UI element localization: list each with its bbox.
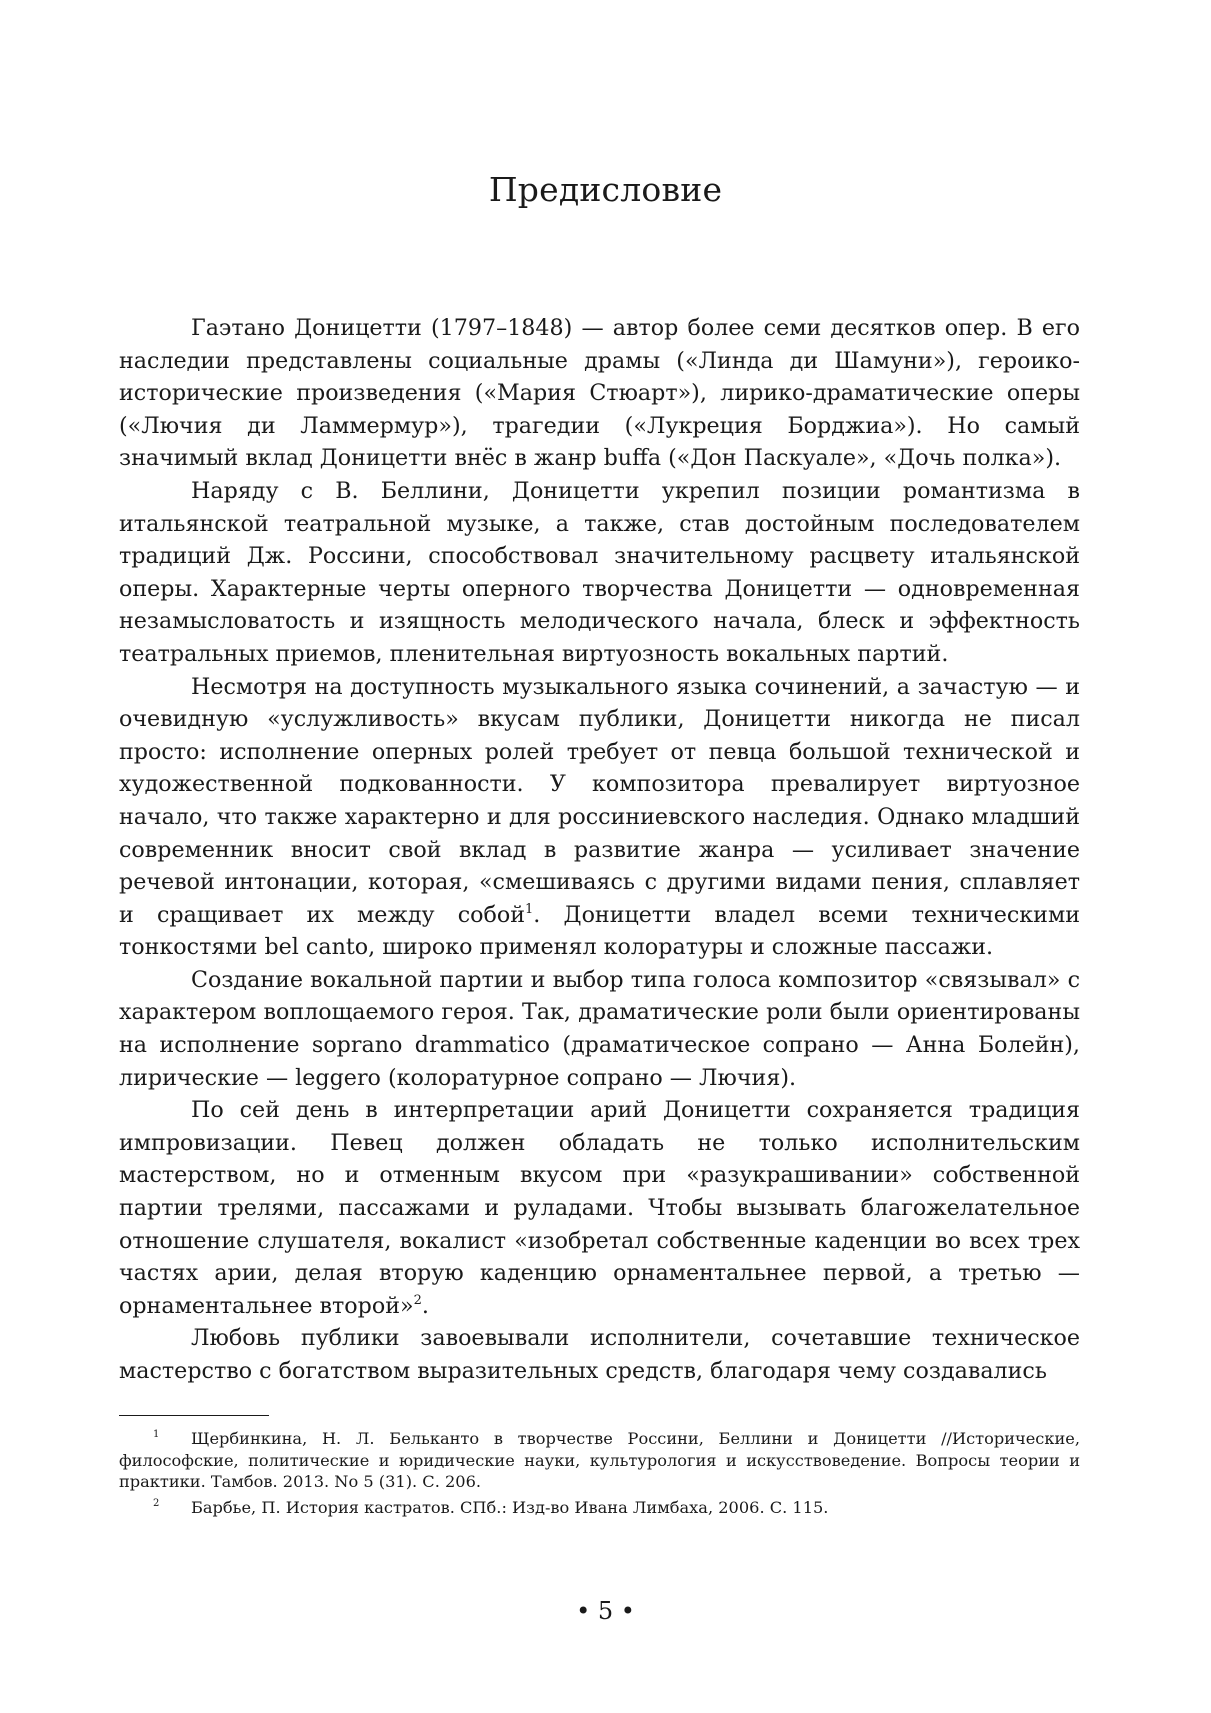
paragraph-text: По сей день в интерпретации арий Доницетти сохраняется традиция импровизации. Певец должен обладать не только исполнительским мастерством, но и отменным вкусом при «разукрашивании» собственной партии трелями, пассажами и руладами. Чтобы вызывать благожелательное отношение слушателя, вокалист «изобретал собственные каденции во всех трех частях арии, делая вторую каденцию орнаментальнее первой, а третью — орнаментальнее второй»: [119, 1097, 1080, 1319]
paragraph-6: [119, 1322, 1080, 1387]
paragraph-5: [119, 1094, 1080, 1322]
footnote-2: [119, 1497, 1080, 1519]
footnote-1: [119, 1428, 1080, 1493]
page-title: Предисловие: [488, 170, 723, 209]
main-text: [119, 312, 1080, 1388]
footnote-separator: [119, 1415, 269, 1416]
footnotes: [119, 1428, 1080, 1522]
footnote-ref-2: 2: [413, 1292, 422, 1308]
paragraph-text-continued: . Доницетти владел всеми техническими тонкостями bel canto, широко применял колоратуры и сложные пассажи.: [119, 901, 1080, 961]
paragraph-text-continued: .: [421, 1292, 429, 1319]
footnote-mark: 1: [153, 1429, 160, 1440]
paragraph-text: Создание вокальной партии и выбор типа голоса композитор «связывал» с характером воплощаемого героя. Так, драматические роли были ориентированы на исполнение soprano drammatico (драматическое сопрано — Анна Болейн), лирические — leggero (колоратурное сопрано — Лючия).: [119, 966, 1080, 1091]
paragraph-text: Любовь публики завоевывали исполнители, сочетавшие техническое мастерство с богатством выразительных средств, благодаря чему создавались: [119, 1325, 1080, 1384]
footnote-text: Щербинкина, Н. Л. Бельканто в творчестве Россини, Беллини и Доницетти //Исторические, философские, политические и юридические науки, культурология и искусствоведение. Вопросы теории и практики. Тамбов. 2013. No 5 (31). С. 206.: [119, 1429, 1080, 1491]
paragraph-text: Несмотря на доступность музыкального языка сочинений, а зачастую — и очевидную «услужливость» вкусам публики, Доницетти никогда не писал просто: исполнение оперных ролей требует от певца большой технической и художественной подкованности. У композитора превалирует виртуозное начало, что также характерно и для россиниевского наследия. Однако младший современник вносит свой вклад в развитие жанра — усиливает значение речевой интонации, которая, «смешиваясь с другими видами пения, сплавляет и сращивает их между собой: [119, 673, 1080, 928]
footnote-text: Барбье, П. История кастратов. СПб.: Изд-во Ивана Лимбаха, 2006. С. 115.: [191, 1497, 829, 1517]
footnote-ref-1: 1: [525, 901, 534, 917]
paragraph-text: Гаэтано Доницетти (1797–1848) — автор более семи десятков опер. В его наследии представлены социальные драмы («Линда ди Шамуни»), героико-исторические произведения («Мария Стюарт»), лирико-драматические оперы («Лючия ди Ламмермур»), трагедии («Лукреция Борджиа»). Но самый значимый вклад Доницетти внёс в жанр buffa («Дон Паскуале», «Дочь полка»).: [119, 315, 1080, 472]
paragraph-4: [119, 964, 1080, 1094]
paragraph-3: [119, 671, 1080, 964]
footnote-mark: 2: [153, 1497, 160, 1509]
page-number: • 5 •: [576, 1597, 635, 1625]
paragraph-2: [119, 475, 1080, 671]
paragraph-1: [119, 312, 1080, 475]
paragraph-text: Наряду с В. Беллини, Доницетти укрепил позиции романтизма в итальянской театральной музыке, а также, став достойным последователем традиций Дж. Россини, способствовал значительному расцвету итальянской оперы. Характерные черты оперного творчества Доницетти — одновременная незамысловатость и изящность мелодического начала, блеск и эффектность театральных приемов, пленительная виртуозность вокальных партий.: [119, 477, 1080, 667]
